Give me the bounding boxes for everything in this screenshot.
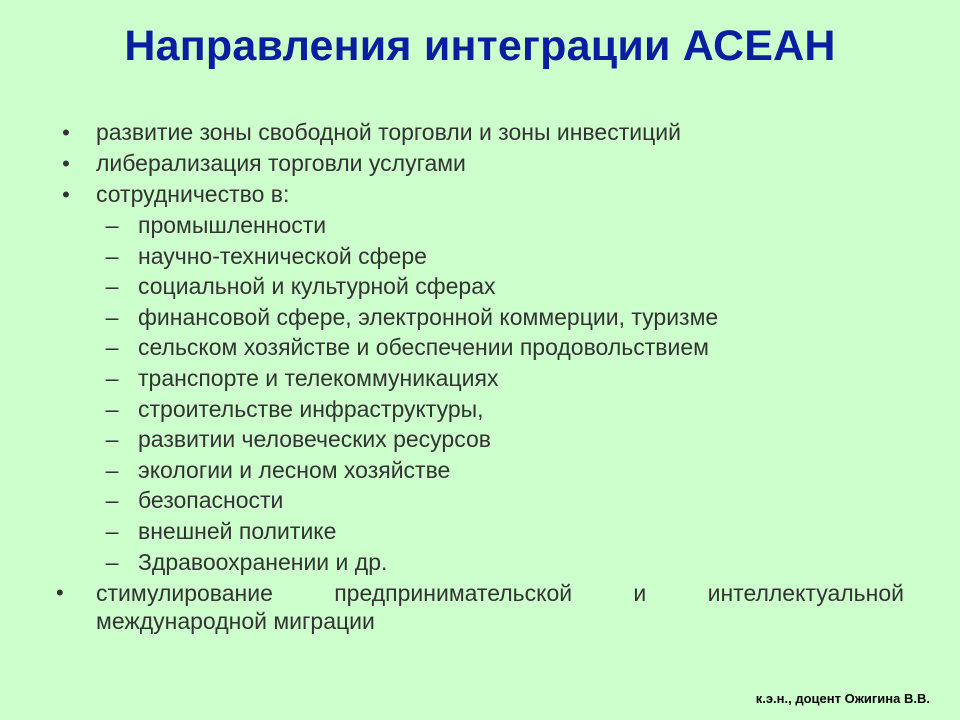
bullet-marker: • (62, 182, 70, 207)
sub-item-text: научно-технической сфере (138, 242, 427, 269)
dash-marker: – (105, 395, 119, 422)
bullet-text: сотрудничество в: (96, 181, 290, 207)
dash-marker: – (105, 303, 119, 330)
dash-marker: – (105, 273, 119, 300)
bullet-list (56, 117, 904, 635)
slide-title: Направления интеграции АСЕАН (124, 22, 836, 70)
dash-marker: – (105, 487, 119, 514)
bullet-item (56, 148, 904, 179)
sub-item-text: социальной и культурной сферах (138, 273, 496, 300)
sub-item (56, 455, 904, 486)
dash-marker: – (105, 242, 119, 269)
sub-item (56, 271, 904, 302)
sub-item (56, 394, 904, 425)
bullet-item (56, 117, 904, 148)
author-footer: к.э.н., доцент Ожигина В.В. (755, 691, 930, 706)
sub-item (56, 424, 904, 455)
sub-item (56, 332, 904, 363)
bullet-text: либерализация торговли услугами (96, 150, 466, 176)
bullet-item (56, 579, 904, 635)
sub-item (56, 516, 904, 547)
dash-marker: – (105, 364, 119, 391)
dash-marker: – (105, 334, 119, 361)
sub-item-text: строительстве инфраструктуры, (138, 395, 484, 422)
sub-item (56, 485, 904, 516)
bullet-item (56, 179, 904, 210)
sub-item-text: безопасности (138, 487, 284, 514)
dash-marker: – (105, 426, 119, 453)
dash-marker: – (105, 548, 119, 575)
bullet-text: развитие зоны свободной торговли и зоны инвестиций (96, 119, 681, 145)
sub-item-text: транспорте и телекоммуникациях (138, 364, 499, 391)
sub-item (56, 241, 904, 272)
bullet-text: стимулирование предпринимательской и интеллектуальной международной миграции (96, 580, 904, 635)
dash-marker: – (105, 212, 119, 238)
sub-item-text: промышленности (138, 212, 327, 238)
sub-item (56, 210, 904, 241)
sub-item-text: финансовой сфере, электронной коммерции, туризме (138, 303, 719, 330)
bullet-marker: • (62, 151, 70, 176)
sub-item (56, 302, 904, 333)
sub-item-text: развитии человеческих ресурсов (138, 426, 491, 453)
sub-item-text: экологии и лесном хозяйстве (138, 456, 451, 483)
sub-item-text: внешней политике (138, 517, 337, 544)
dash-marker: – (105, 517, 119, 544)
bullet-marker: • (56, 580, 64, 606)
sub-item-text: Здравоохранении и др. (138, 548, 388, 575)
bullet-marker: • (62, 120, 70, 145)
sub-item (56, 363, 904, 394)
sub-item-text: сельском хозяйстве и обеспечении продовольствием (138, 334, 709, 361)
dash-marker: – (105, 456, 119, 483)
sub-item (56, 547, 904, 578)
